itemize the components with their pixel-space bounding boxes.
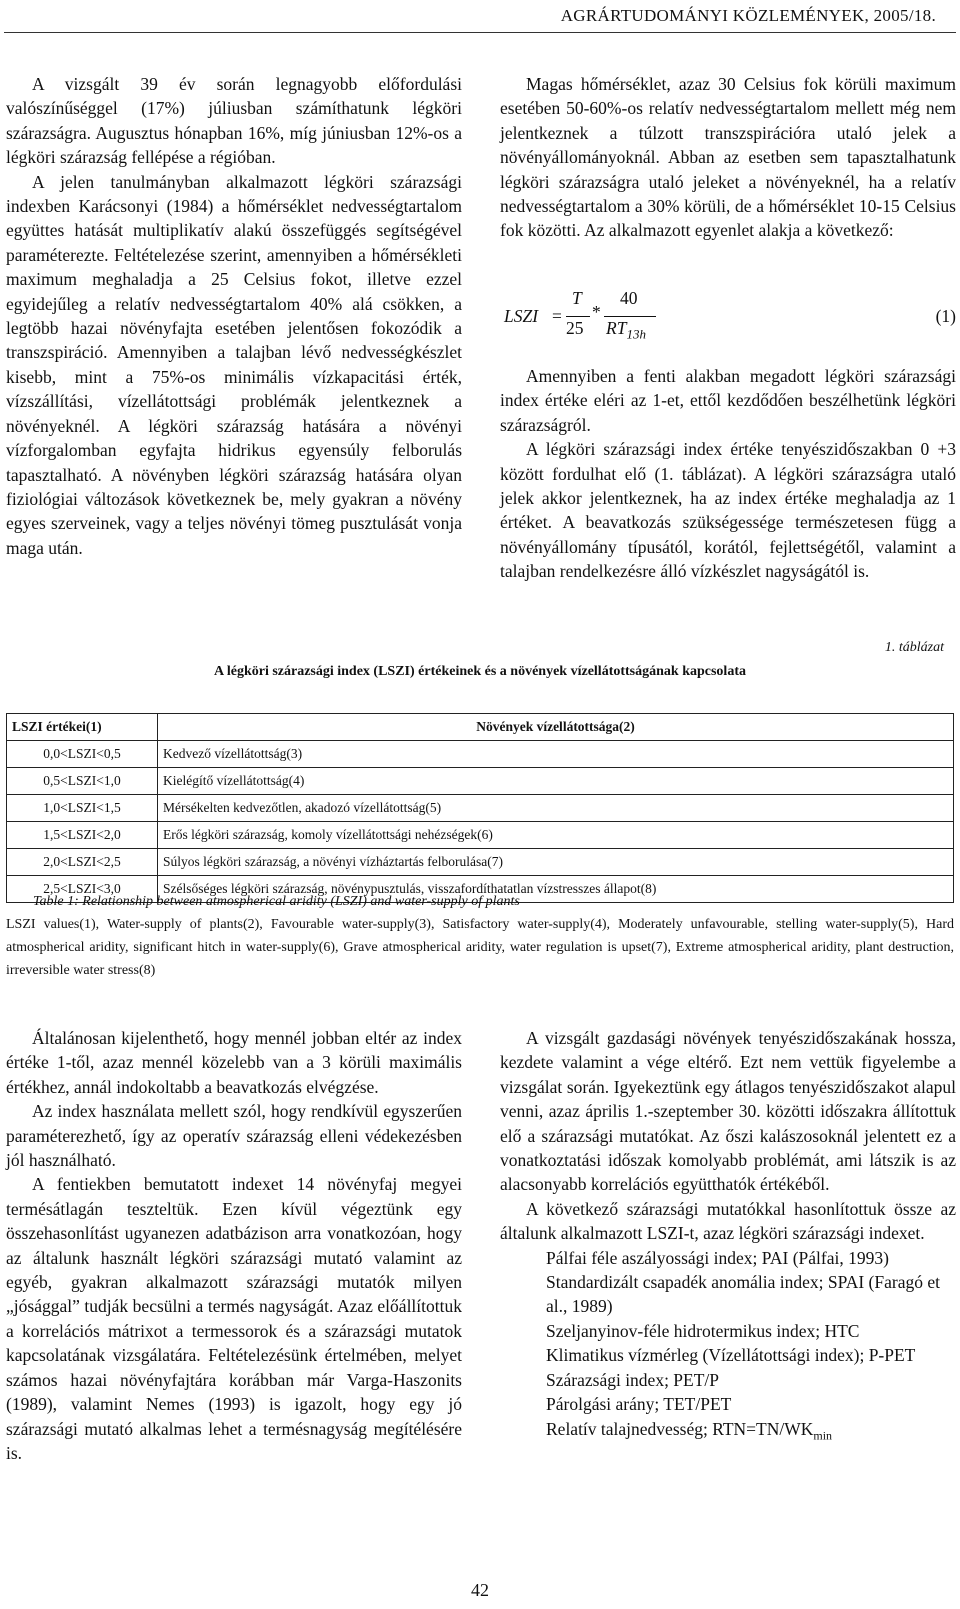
paragraph: Az index használata mellett szól, hogy rendkívül egyszerűen paraméterezhető, így az operatív szárazság elleni védekezésben jól használható. bbox=[6, 1101, 462, 1171]
table-cell-description: Súlyos légköri szárazság, a növényi vízháztartás felborulása(7) bbox=[158, 849, 954, 876]
list-item bbox=[500, 1417, 956, 1448]
eq-num1: T bbox=[572, 288, 582, 308]
top-right-column-after bbox=[500, 364, 956, 584]
paragraph: A vizsgált gazdasági növények tenyészidőszakának hossza, kezdete valamint a vége eltérő. Ezt nem vettük figyelembe a vizsgálat során. Igyekeztünk egy átlagos tenyészidőszakot alapul venni, azaz április 1.-szeptember 30. közötti időszakra állítottuk elő a szárazsági mutatókat. Az őszi kalászosoknál jelentett ez a vonatkoztatási időszak komolyabb problémát, ami látszik is az alacsonyabb korrelációs együtthatók értékéből. bbox=[500, 1028, 956, 1195]
table-row bbox=[7, 741, 954, 768]
list-item: Standardizált csapadék anomália index; SPAI (Faragó et al., 1989) bbox=[546, 1272, 940, 1317]
table-header-row bbox=[7, 714, 954, 741]
table-caption: A légköri szárazsági index (LSZI) értékeinek és a növények vízellátottságának kapcsolata bbox=[214, 664, 746, 679]
table-cell-description: Mérsékelten kedvezőtlen, akadozó vízellátottság(5) bbox=[158, 795, 954, 822]
paragraph: A jelen tanulmányban alkalmazott légköri szárazsági indexben Karácsonyi (1984) a hőmérséklet nedvességtartalom együttes hatását multiplikatív alakú összefüggés segítségével paraméterezte. Feltételezése szerint, amennyiben a hőmérsékleti maximum meghaladja a 25 Celsius fokot, illetve ezzel egyidejűleg a relatív nedvességtartalom 40% alá csökken, a legtöbb hazai növényfajta esetében jelentősen fokozódik a transzspiráció. Amennyiben a talajban lévő nedvességkészlet kisebb, mint a 75%-os minimális vízkapacitási érték, vízszállítási, vízellátottsági problémák jelentkeznek a növényeknél. A légköri szárazság hatására a növényi vízforgalomban egyfajta hidrikus egyensúly felborulás tapasztalható. A növényben légköri szárazság hatására olyan fiziológiai változások következnek be, mely gyakran a növény egyes szerveinek, vagy a teljes növényi tömeg pusztulását vonja maga után. bbox=[6, 171, 462, 558]
eq-equals: = bbox=[552, 306, 562, 326]
list-item-text: Relatív talajnedvesség; RTN=TN/WK bbox=[546, 1418, 814, 1439]
lszi-table bbox=[6, 713, 954, 903]
table-row bbox=[7, 849, 954, 876]
eq-den1: 25 bbox=[566, 318, 584, 338]
table-cell-range: 1,5<LSZI<2,0 bbox=[7, 822, 158, 849]
list-item: Szárazsági index; PET/P bbox=[546, 1369, 720, 1390]
table-cell-description: Szélsőséges légköri szárazság, növénypusztulás, visszafordíthatatlan vízstresszes állapot(8) bbox=[158, 876, 954, 903]
table-cell-description: Kedvező vízellátottság(3) bbox=[158, 741, 954, 768]
table-cell-description: Erős légköri szárazság, komoly vízellátottsági nehézségek(6) bbox=[158, 822, 954, 849]
eq-den2-sub: 13h bbox=[626, 326, 646, 342]
list-item: Szeljanyinov-féle hidrotermikus index; HTC bbox=[546, 1320, 860, 1341]
table-english-title: Table 1: Relationship between atmospherical aridity (LSZI) and water-supply of plants bbox=[33, 894, 520, 909]
paragraph: Amennyiben a fenti alakban megadott légköri szárazsági index értéke eléri az 1-et, ettől kezdődően beszélhetünk légköri szárazságról. bbox=[500, 366, 956, 435]
list-item: Párolgási arány; TET/PET bbox=[546, 1394, 732, 1415]
eq-den2 bbox=[606, 318, 646, 343]
table-english-caption bbox=[6, 890, 954, 982]
paragraph: A vizsgált 39 év során legnagyobb előfordulási valószínűséggel (17%) júliusban számíthatunk légköri szárazságra. Augusztus hónapban 16%, míg júniusban 12%-os a légköri szárazság fellépése a régióban. bbox=[6, 74, 462, 168]
bottom-right-column bbox=[500, 1026, 956, 1447]
eq-lhs: LSZI bbox=[504, 306, 539, 326]
list-item: Pálfai féle aszályossági index; PAI (Pálfai, 1993) bbox=[546, 1247, 889, 1268]
header-rule bbox=[4, 32, 956, 33]
paragraph: A következő szárazsági mutatókkal hasonlítottuk össze az általunk alkalmazott LSZI-t, azaz légköri szárazsági indexet. bbox=[500, 1198, 956, 1244]
table-cell-range: 0,5<LSZI<1,0 bbox=[7, 768, 158, 795]
journal-header: AGRÁRTUDOMÁNYI KÖZLEMÉNYEK, 2005/18. bbox=[560, 6, 936, 25]
list-item-sub: min bbox=[813, 1428, 833, 1442]
equation-lszi bbox=[504, 288, 956, 348]
eq-num2: 40 bbox=[620, 288, 638, 308]
eq-times: * bbox=[592, 302, 601, 322]
list-item: Klimatikus vízmérleg (Vízellátottsági index); P-PET bbox=[546, 1345, 916, 1366]
table-tag: 1. táblázat bbox=[884, 640, 944, 655]
table-cell-description: Kielégítő vízellátottság(4) bbox=[158, 768, 954, 795]
table-cell-range: 1,0<LSZI<1,5 bbox=[7, 795, 158, 822]
bottom-left-column bbox=[6, 1026, 462, 1465]
paragraph: A légköri szárazsági index értéke tenyészidőszakban 0 +3 között fordulhat elő (1. táblázat). A légköri szárazságra utaló jelek akkor jelentkeznek, ha az index értéke meghaladja az 1 értéket. A beavatkozás szükségessége természetesen függ a növényállomány típusától, korától, fejlettségétől, valamint a talajban rendelkezésre álló vízkészlet nagyságától is. bbox=[500, 439, 956, 582]
eq-number: (1) bbox=[935, 306, 956, 326]
top-right-column-intro bbox=[500, 72, 956, 243]
eq-frac-bar-1 bbox=[566, 316, 590, 317]
page-number: 42 bbox=[471, 1580, 489, 1600]
table-row bbox=[7, 795, 954, 822]
table-header-water-supply: Növények vízellátottsága(2) bbox=[158, 714, 954, 741]
paragraph: Magas hőmérséklet, azaz 30 Celsius fok körüli maximum esetében 50-60%-os relatív nedvességtartalom mellett még nem jelentkeznek a túlzott transzspirációra utaló jelek a növényállományoknál. Abban az esetben sem tapasztalhatunk légköri szárazságra utaló jeleket a növényeknél, ha a relatív nedvességtartalom a 30% körüli, de a hőmérséklet 10-15 Celsius fok közötti. Az alkalmazott egyenlet alakja a következő: bbox=[500, 74, 956, 241]
table-english-legend: LSZI values(1), Water-supply of plants(2), Favourable water-supply(3), Satisfactory water-supply(4), Moderately unfavourable, stelling water-supply(5), Hard atmospherical aridity, significant hitch in water-supply(6), Grave atmospherical aridity, water regulation is upset(7), Extreme atmospherical aridity, plant destruction, irreversible water stress(8) bbox=[6, 917, 954, 978]
top-left-column bbox=[6, 72, 462, 560]
eq-frac-bar-2 bbox=[604, 316, 656, 317]
table-cell-range: 2,0<LSZI<2,5 bbox=[7, 849, 158, 876]
table-row bbox=[7, 822, 954, 849]
table-cell-range: 0,0<LSZI<0,5 bbox=[7, 741, 158, 768]
paragraph: A fentiekben bemutatott indexet 14 növényfaj megyei termésátlagán teszteltük. Ezen kívül végeztünk egy összehasonlítást ugyanezen adatbázison arra vonatkozóan, hogy az általunk használt légköri szárazsági mutató valamint az egyéb, gyakran alkalmazott szárazsági mutatók milyen „jósággal” tudják becsülni a termés nagyságát. Azaz előállítottuk a korrelációs mátrixot a termessorok és a szárazsági mutatok kapcsolatának vizsgálatára. Feltételezésünk értelmében, melyet számos hazai növényfajtára korábban már Varga-Haszonits (1989), valamint Nemes (1993) is igazolt, hogy egy jó szárazsági mutató alkalmas lehet a termésnagyság megítélésére is. bbox=[6, 1174, 462, 1463]
eq-den2-main: RT bbox=[606, 318, 627, 338]
table-header-lszi: LSZI értékei(1) bbox=[7, 714, 158, 741]
paragraph: Általánosan kijelenthető, hogy mennél jobban eltér az index értéke 1-től, azaz mennél közelebb van a 3 körüli maximális értékhez, annál indokoltabb a beavatkozás elvégzése. bbox=[6, 1028, 462, 1097]
table-row bbox=[7, 768, 954, 795]
table-cell-range: 2,5<LSZI<3,0 bbox=[7, 876, 158, 903]
drought-index-list bbox=[500, 1246, 956, 1448]
